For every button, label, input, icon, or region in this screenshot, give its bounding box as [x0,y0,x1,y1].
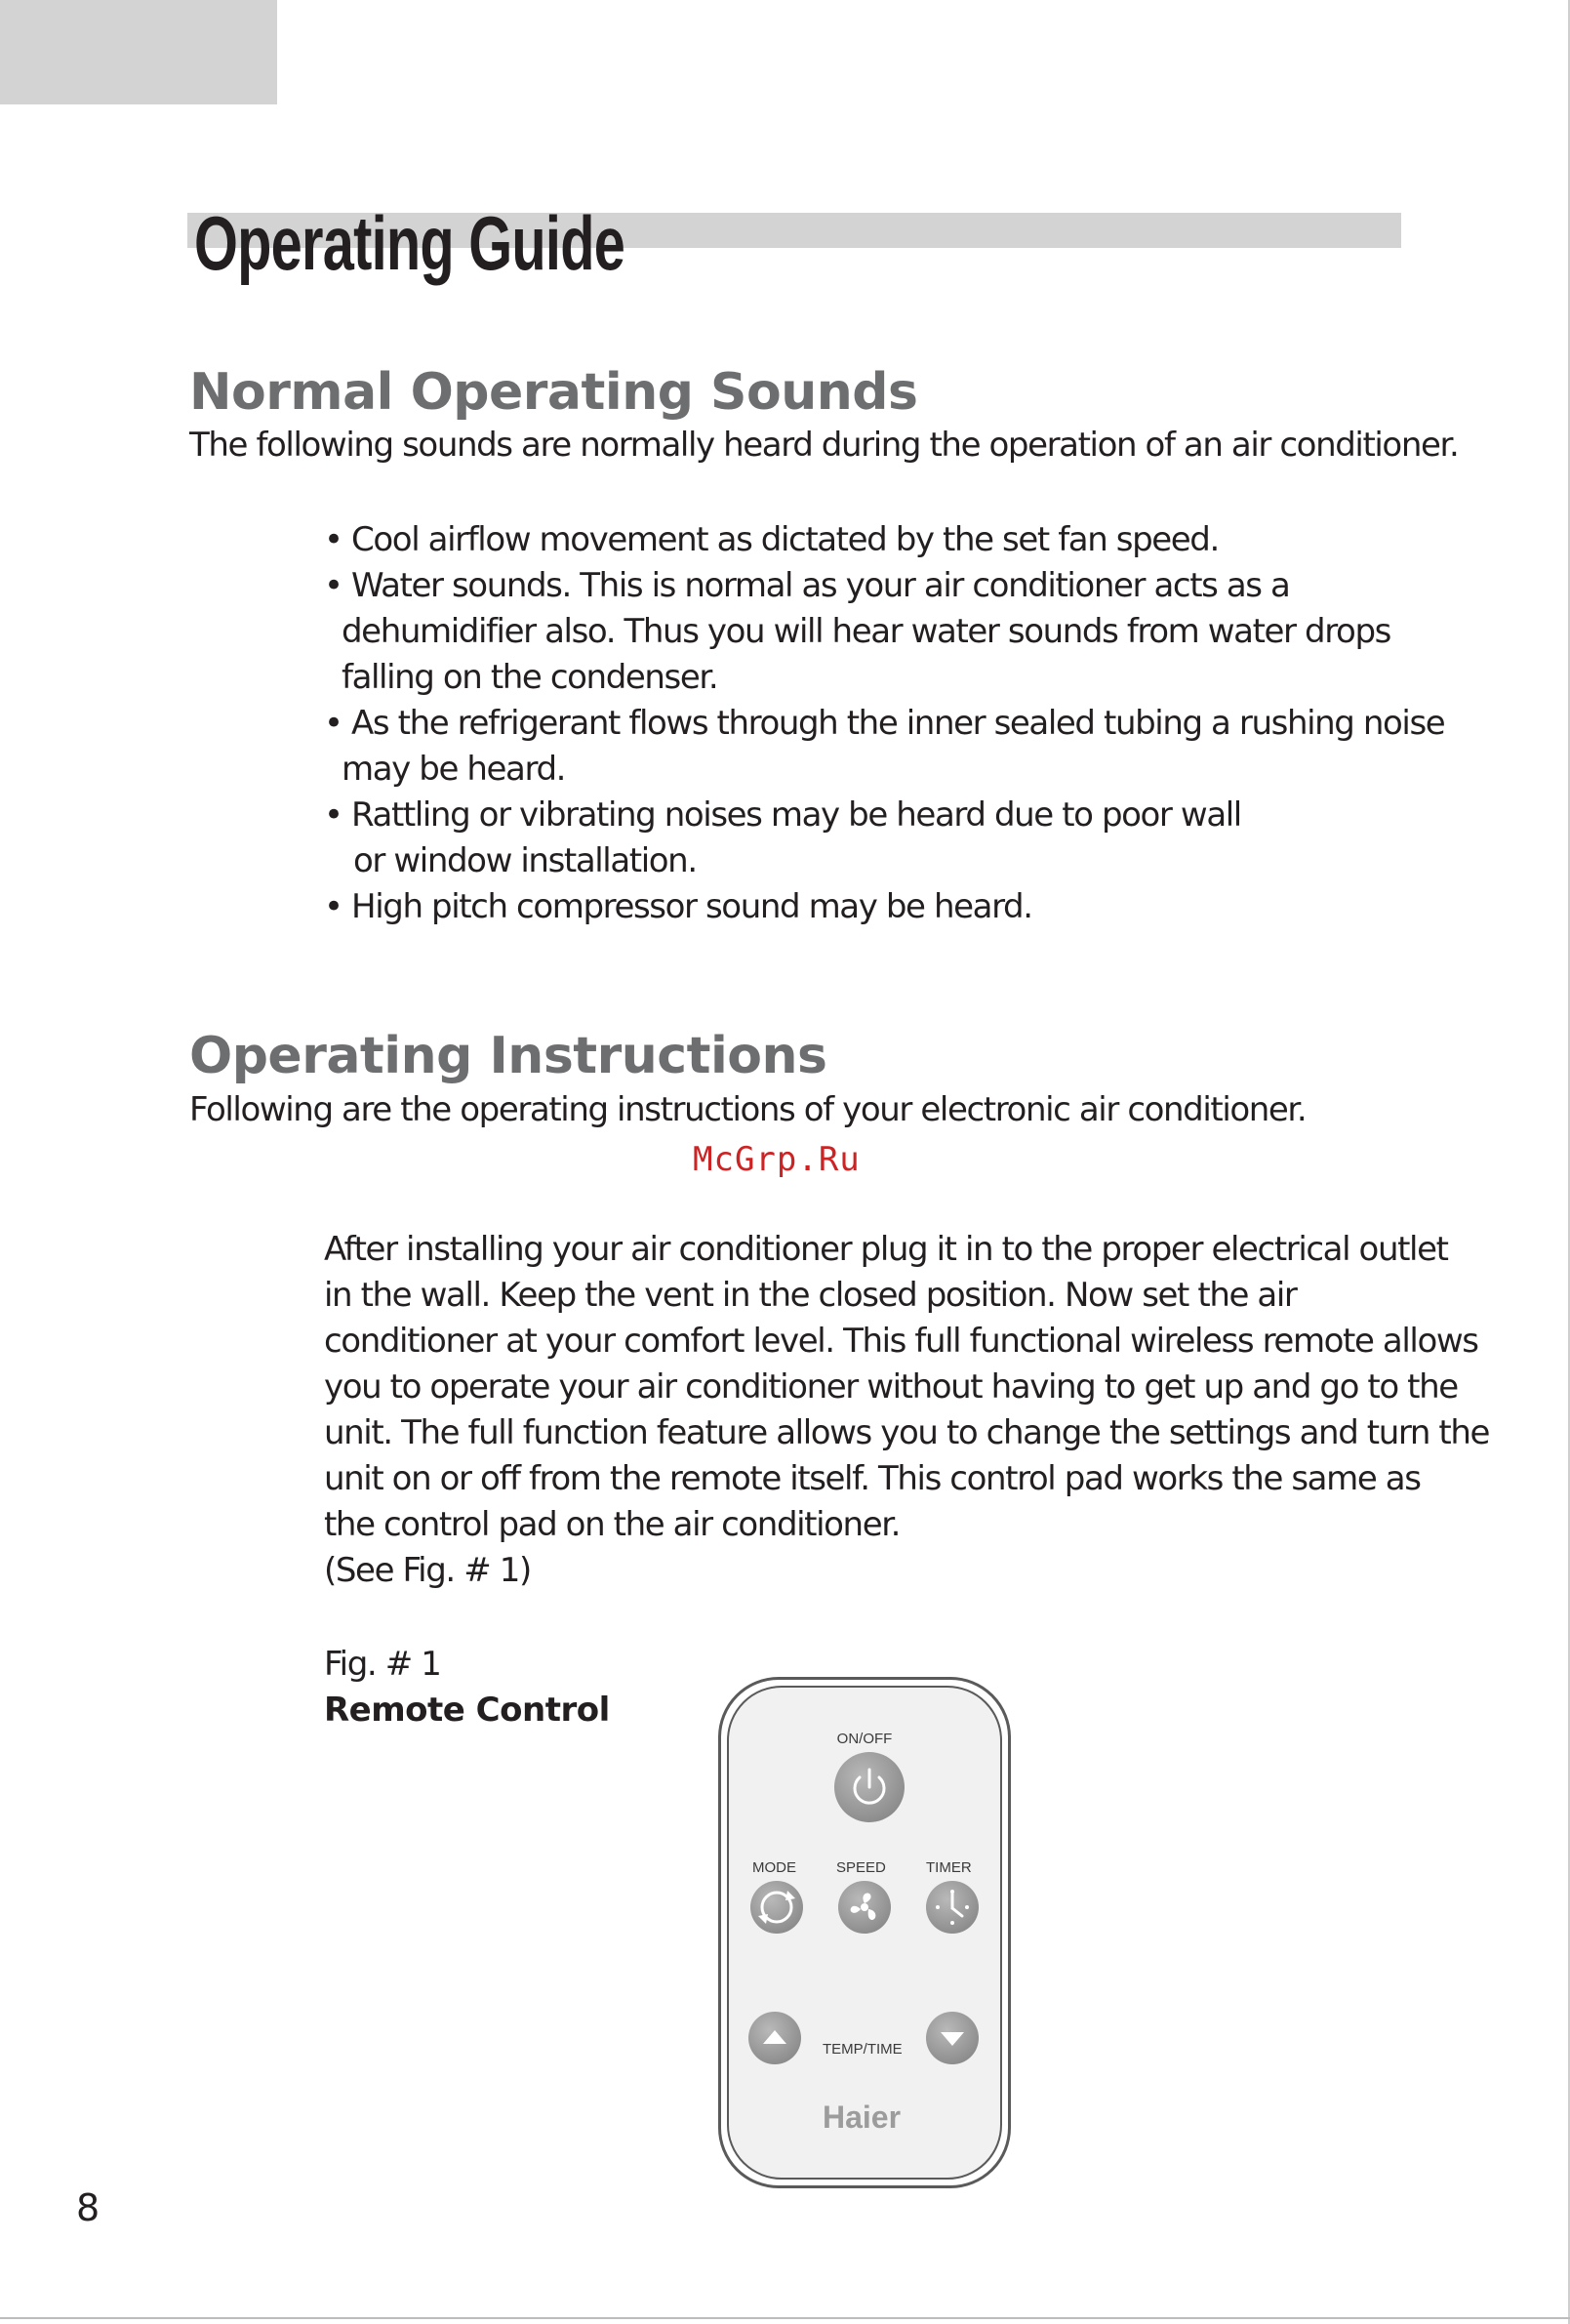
bullet-line: • Rattling or vibrating noises may be heard due to poor wall [324,795,1241,835]
page-title: Operating Guide [194,200,625,286]
list-item [324,517,1444,563]
timer-label: TIMER [926,1859,972,1876]
mode-cycle-icon [750,1881,803,1934]
instructions-intro: Following are the operating instructions of your electronic air conditioner. [189,1090,1307,1129]
list-item [324,563,1444,701]
power-button [834,1752,905,1822]
paragraph-line: in the wall. Keep the vent in the closed position. Now set the air [324,1276,1297,1315]
bullet-line: • Cool airflow movement as dictated by the set fan speed. [324,520,1219,559]
clock-icon [926,1881,979,1934]
bullet-line: dehumidifier also. Thus you will hear water sounds from water drops [342,612,1390,651]
speed-button [838,1881,891,1934]
triangle-down-icon [926,2012,979,2064]
bullet-line: may be heard. [342,750,566,789]
on-off-label: ON/OFF [836,1731,893,1747]
instructions-paragraph [324,1227,1490,1594]
bullet-line: falling on the condenser. [342,658,718,697]
paragraph-line: (See Fig. # 1) [324,1551,531,1590]
timer-button [926,1881,979,1934]
temp-time-label: TEMP/TIME [823,2041,903,2058]
triangle-up-icon [748,2012,801,2064]
sounds-intro: The following sounds are normally heard during the operation of an air conditioner. [189,426,1459,465]
bullet-line: • High pitch compressor sound may be heard. [324,887,1032,926]
list-item [324,793,1444,884]
sounds-bullet-list [324,517,1444,930]
bullet-line: or window installation. [353,841,697,880]
paragraph-line: unit. The full function feature allows you to change the settings and turn the [324,1413,1490,1452]
mode-label: MODE [752,1859,796,1876]
paragraph-line: After installing your air conditioner plug it in to the proper electrical outlet [324,1230,1448,1269]
remote-control-illustration [718,1677,1011,2188]
brand-logo: Haier [822,2100,902,2135]
bottom-edge-rule [0,2317,1570,2319]
mode-button [750,1881,803,1934]
instructions-heading: Operating Instructions [189,1027,827,1085]
list-item [324,701,1444,793]
power-icon [834,1752,905,1822]
temp-up-button [748,2012,801,2064]
paragraph-line: conditioner at your comfort level. This full functional wireless remote allows [324,1322,1478,1361]
page-number: 8 [76,2186,101,2229]
list-item [324,884,1444,930]
figure-caption: Remote Control [324,1691,610,1730]
sounds-heading: Normal Operating Sounds [189,363,918,422]
temp-down-button [926,2012,979,2064]
fan-icon [838,1881,891,1934]
paragraph-line: the control pad on the air conditioner. [324,1505,901,1544]
watermark: McGrp.Ru [693,1140,861,1179]
figure-number: Fig. # 1 [324,1645,441,1684]
bullet-line: • Water sounds. This is normal as your air conditioner acts as a [324,566,1290,605]
paragraph-line: unit on or off from the remote itself. This control pad works the same as [324,1459,1421,1498]
figure-label [324,1642,610,1733]
corner-tab [0,0,277,104]
paragraph-line: you to operate your air conditioner without having to get up and go to the [324,1367,1458,1407]
speed-label: SPEED [836,1859,886,1876]
bullet-line: • As the refrigerant flows through the inner sealed tubing a rushing noise [324,704,1445,743]
